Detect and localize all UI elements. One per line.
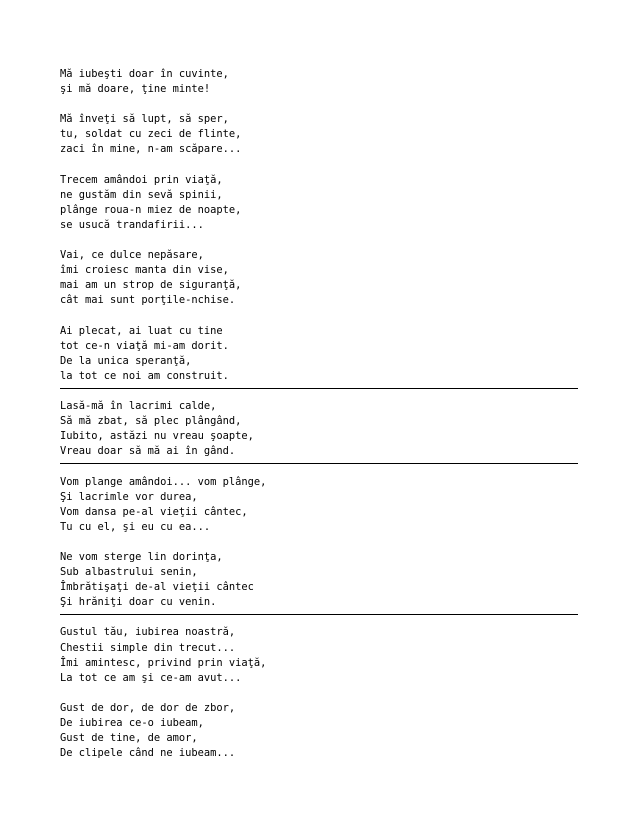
stanza-1 — [60, 67, 578, 97]
poem-line: Chestii simple din trecut... — [60, 641, 236, 654]
stanza-gap — [60, 535, 578, 550]
poem-line: şi mă doare, ţine minte! — [60, 83, 211, 96]
poem-line: Sub albastrului senin, — [60, 566, 198, 579]
poem-line: cât mai sunt porţile-nchise. — [60, 294, 236, 307]
poem-page — [60, 67, 578, 761]
poem-line: ne gustăm din sevă spinii, — [60, 188, 223, 201]
stanza-gap — [60, 309, 578, 324]
poem-line: Gustul tău, iubirea noastră, — [60, 626, 236, 639]
stanza-2 — [60, 112, 578, 157]
poem-line: De la unica speranţă, — [60, 354, 192, 367]
poem-line: zaci în mine, n-am scăpare... — [60, 143, 242, 156]
horizontal-rule — [60, 610, 578, 625]
poem-line: De iubirea ce-o iubeam, — [60, 717, 204, 730]
poem-line: De clipele când ne iubeam... — [60, 747, 236, 760]
poem-line: Iubito, astăzi nu vreau şoapte, — [60, 430, 254, 443]
stanza-gap — [60, 686, 578, 701]
poem-line: Gust de dor, de dor de zbor, — [60, 701, 236, 714]
stanza-6 — [60, 399, 578, 459]
stanza-8 — [60, 550, 578, 610]
stanza-7 — [60, 475, 578, 535]
stanza-5 — [60, 324, 578, 384]
stanza-10 — [60, 701, 578, 761]
stanza-gap — [60, 233, 578, 248]
poem-line: Îmi amintesc, privind prin viaţă, — [60, 656, 267, 669]
poem-line: Să mă zbat, să plec plângând, — [60, 415, 242, 428]
stanza-gap — [60, 158, 578, 173]
poem-line: se usucă trandafirii... — [60, 218, 204, 231]
poem-line: mai am un strop de siguranţă, — [60, 279, 242, 292]
poem-line: la tot ce noi am construit. — [60, 369, 229, 382]
poem-line: Gust de tine, de amor, — [60, 732, 198, 745]
poem-line: Îmbrătişaţi de-al vieţii cântec — [60, 581, 254, 594]
stanza-4 — [60, 248, 578, 308]
poem-line: Şi lacrimle vor durea, — [60, 490, 198, 503]
poem-line: Vreau doar să mă ai în gând. — [60, 445, 236, 458]
poem-line: îmi croiesc manta din vise, — [60, 264, 229, 277]
horizontal-rule — [60, 459, 578, 474]
poem-line: Vai, ce dulce nepăsare, — [60, 249, 204, 262]
stanza-gap — [60, 97, 578, 112]
poem-line: tot ce-n viaţă mi-am dorit. — [60, 339, 229, 352]
poem-line: Tu cu el, şi eu cu ea... — [60, 520, 211, 533]
poem-line: plânge roua-n miez de noapte, — [60, 203, 242, 216]
poem-line: Mă înveţi să lupt, să sper, — [60, 113, 229, 126]
poem-line: Vom dansa pe-al vieţii cântec, — [60, 505, 248, 518]
poem-line: Vom plange amândoi... vom plânge, — [60, 475, 267, 488]
poem-line: La tot ce am şi ce-am avut... — [60, 671, 242, 684]
horizontal-rule — [60, 384, 578, 399]
stanza-9 — [60, 625, 578, 685]
stanza-3 — [60, 173, 578, 233]
poem-line: Mă iubeşti doar în cuvinte, — [60, 68, 229, 80]
poem-line: tu, soldat cu zeci de flinte, — [60, 128, 242, 141]
poem-line: Trecem amândoi prin viaţă, — [60, 173, 223, 186]
poem-line: Ai plecat, ai luat cu tine — [60, 324, 223, 337]
poem-line: Ne vom sterge lin dorinţa, — [60, 551, 223, 563]
poem-line: Şi hrăniţi doar cu venin. — [60, 596, 217, 609]
poem-line: Lasă-mă în lacrimi calde, — [60, 400, 217, 413]
